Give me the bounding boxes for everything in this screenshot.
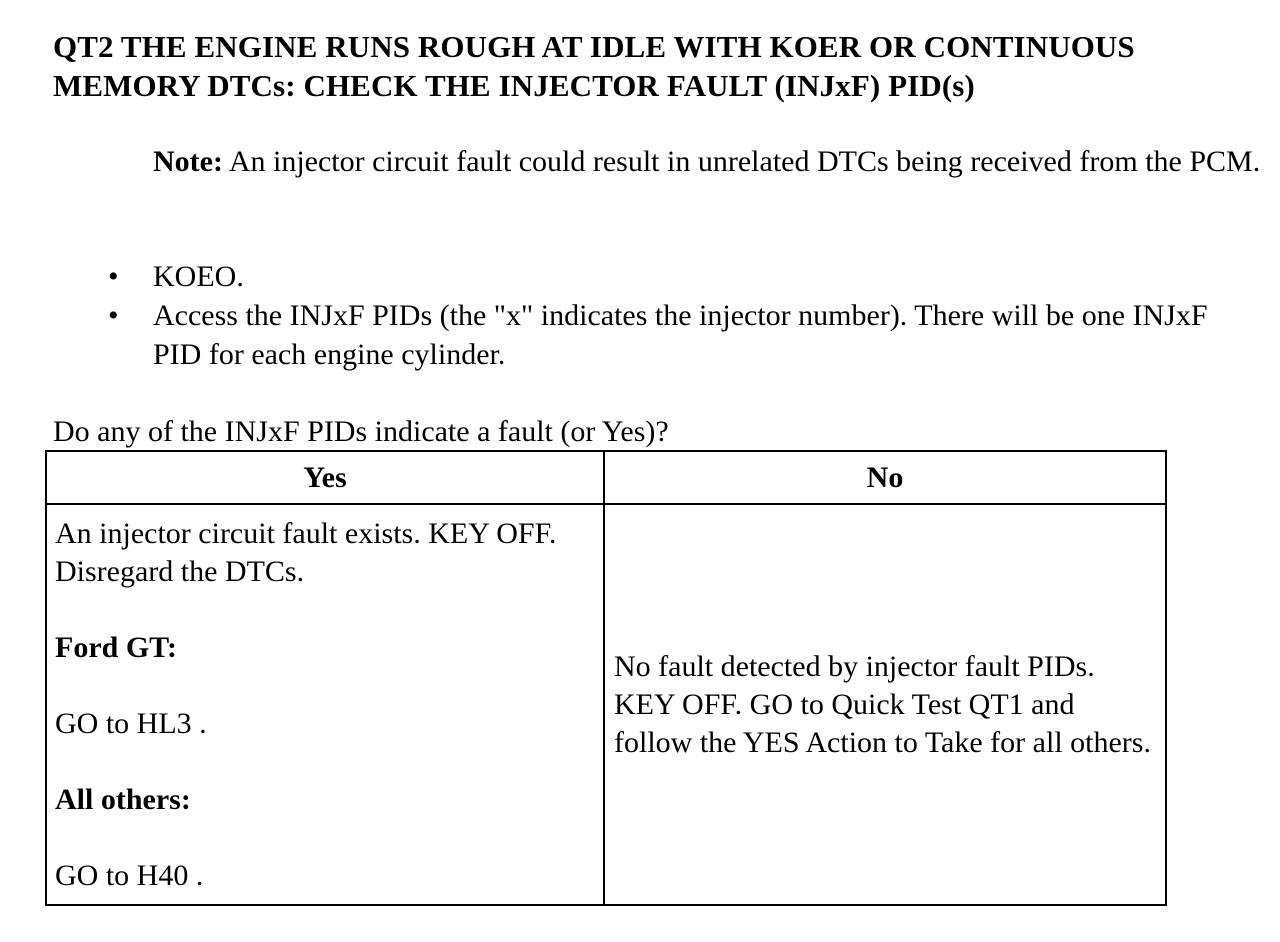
table-row <box>46 504 1166 905</box>
note-paragraph <box>153 142 1263 182</box>
decision-table <box>45 450 1167 906</box>
step-text: Access the INJxF PIDs (the "x" indicates the injector number). There will be one INJxF PID for each engine cylinder. <box>153 299 1208 371</box>
bullet-icon: • <box>108 260 119 293</box>
step-list <box>108 257 1258 374</box>
yes-action-cell <box>46 504 604 905</box>
note-text: An injector circuit fault could result in unrelated DTCs being received from the PCM. <box>228 145 1261 178</box>
yes-intro-text: An injector circuit fault exists. KEY OFF. Disregard the DTCs. <box>55 517 557 588</box>
ford-gt-label: Ford GT: <box>55 631 177 664</box>
note-label: Note: <box>153 145 223 178</box>
step-text: KOEO. <box>153 260 244 293</box>
section-heading: QT2 THE ENGINE RUNS ROUGH AT IDLE WITH KOER OR CONTINUOUS MEMORY DTCs: CHECK THE INJECTOR FAULT (INJxF) PID(s) <box>53 29 1135 103</box>
ford-gt-action-link[interactable]: GO to HL3 . <box>55 707 207 740</box>
decision-question: Do any of the INJxF PIDs indicate a fault (or Yes)? <box>53 415 669 448</box>
all-others-label: All others: <box>55 783 191 816</box>
no-action-cell <box>604 504 1166 905</box>
all-others-action-link[interactable]: GO to H40 . <box>55 859 204 892</box>
bullet-icon: • <box>108 299 119 332</box>
column-header-no: No <box>604 451 1166 504</box>
step-item-koeo <box>108 257 1258 296</box>
no-action-text: No fault detected by injector fault PIDs. KEY OFF. GO to Quick Test QT1 and follow the YES Action to Take for all others. <box>614 649 1151 759</box>
column-header-yes: Yes <box>46 451 604 504</box>
table-header-row <box>46 451 1166 504</box>
step-item-access-pids <box>108 296 1258 374</box>
